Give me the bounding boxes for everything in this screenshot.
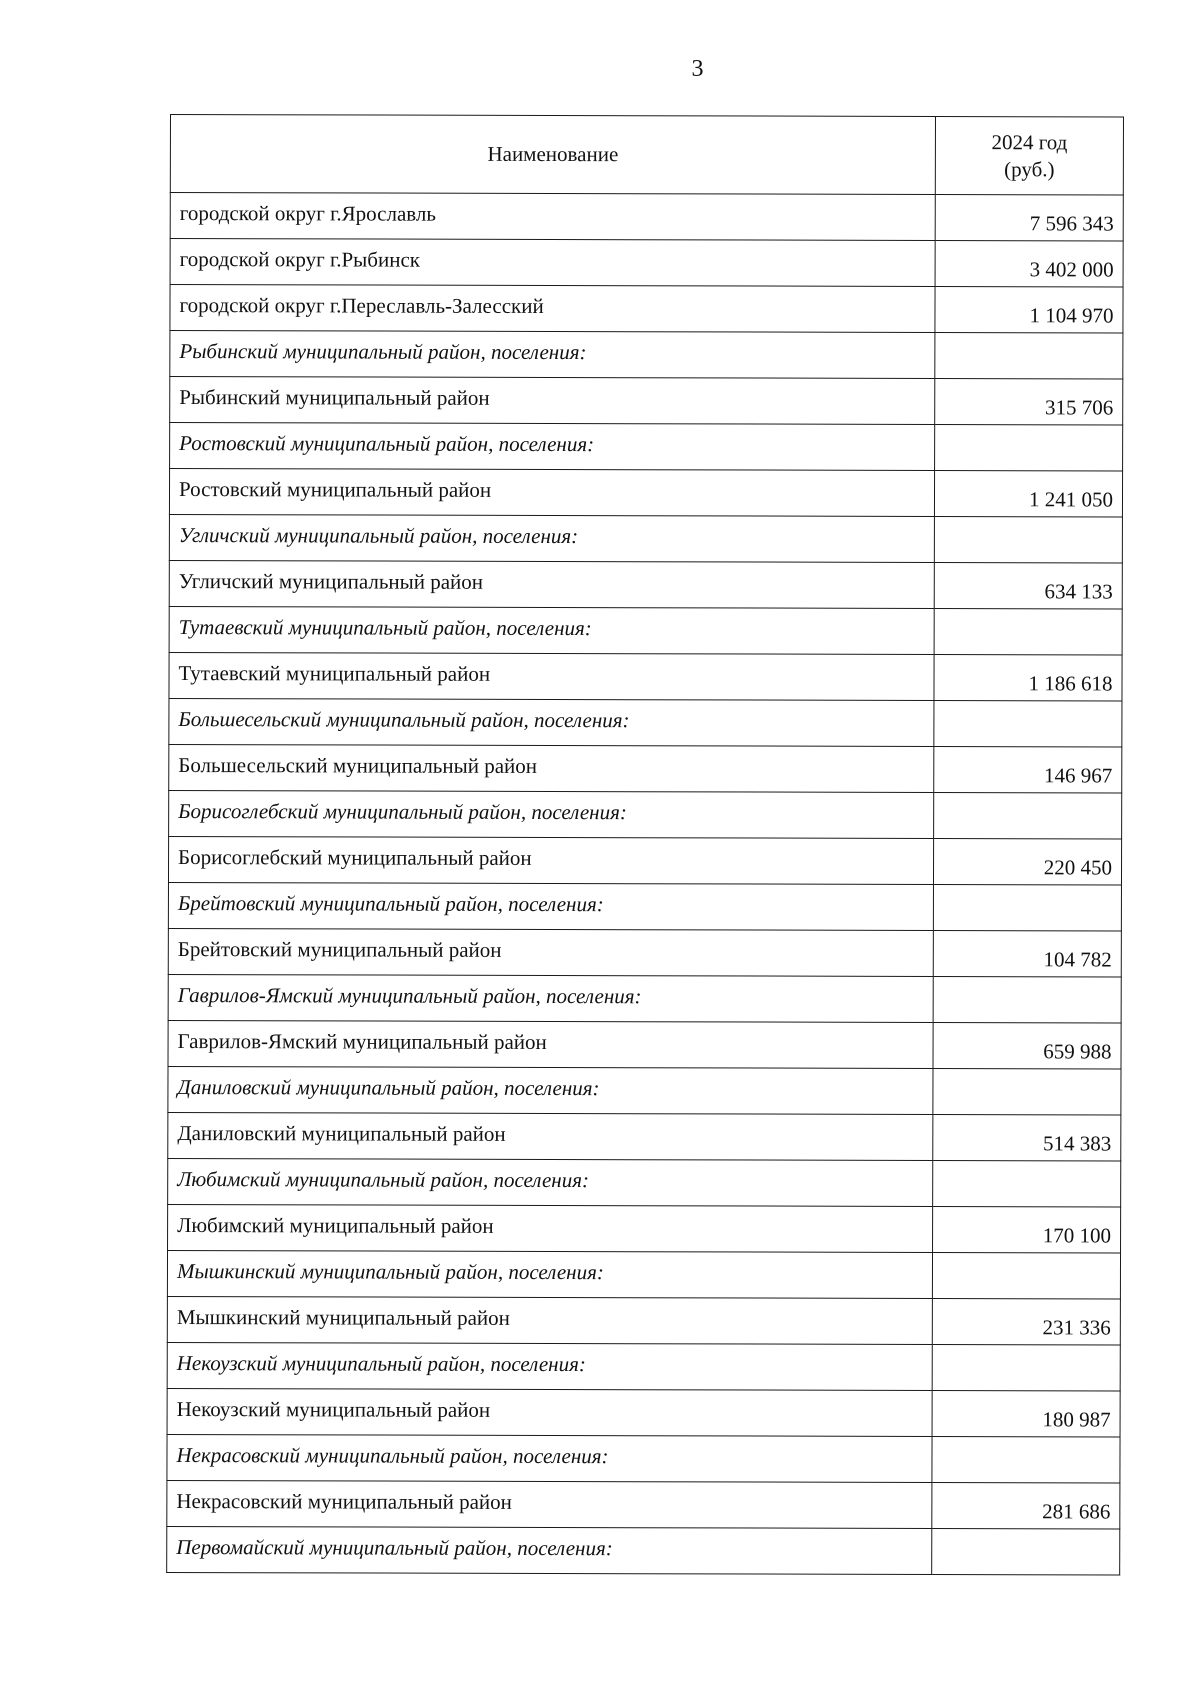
- row-name: Некоузский муниципальный район: [167, 1388, 932, 1436]
- row-name: Гаврилов-Ямский муниципальный район, поселения:: [168, 974, 933, 1022]
- row-name: Рыбинский муниципальный район: [170, 377, 935, 425]
- table-row: [169, 560, 1122, 608]
- table-row: [167, 1388, 1120, 1436]
- row-name: Даниловский муниципальный район, поселения:: [168, 1066, 933, 1114]
- row-amount: [934, 701, 1122, 747]
- row-name: городской округ г.Рыбинск: [170, 239, 935, 287]
- table-row: [167, 1480, 1120, 1528]
- row-name: Мышкинский муниципальный район: [167, 1296, 932, 1344]
- row-amount: [932, 1528, 1120, 1574]
- row-name: Первомайский муниципальный район, поселения:: [167, 1526, 932, 1574]
- row-name: Угличский муниципальный район: [169, 560, 934, 608]
- row-amount: [934, 517, 1122, 563]
- row-amount: [932, 1436, 1120, 1482]
- row-name: Борисоглебский муниципальный район, поселения:: [169, 790, 934, 838]
- table-row: [170, 377, 1123, 425]
- row-amount: [933, 1069, 1121, 1115]
- row-amount: 146 967: [934, 747, 1122, 793]
- row-name: Брейтовский муниципальный район: [168, 928, 933, 976]
- row-amount: [935, 425, 1123, 471]
- budget-table: [166, 114, 1124, 1575]
- table-row: [168, 836, 1121, 884]
- row-amount: 231 336: [932, 1299, 1120, 1345]
- row-amount: [935, 333, 1123, 379]
- row-name: Мышкинский муниципальный район, поселения:: [167, 1250, 932, 1298]
- row-name: Рыбинский муниципальный район, поселения:: [170, 331, 935, 379]
- table-row: [168, 1204, 1121, 1252]
- page-number: 3: [691, 56, 704, 82]
- row-name: Угличский муниципальный район, поселения:: [169, 514, 934, 562]
- table-row: [170, 193, 1123, 241]
- row-amount: [933, 977, 1121, 1023]
- row-name: Тутаевский муниципальный район, поселения:: [169, 606, 934, 654]
- row-amount: 659 988: [933, 1023, 1121, 1069]
- table-row-group: [168, 1066, 1121, 1114]
- table-row-group: [168, 974, 1121, 1022]
- row-amount: [932, 1344, 1120, 1390]
- row-name: Гаврилов-Ямский муниципальный район: [168, 1020, 933, 1068]
- row-amount: 1 186 618: [934, 655, 1122, 701]
- table-row-group: [169, 790, 1122, 838]
- row-amount: 180 987: [932, 1390, 1120, 1436]
- header-name: Наименование: [170, 115, 935, 195]
- table-row: [168, 1112, 1121, 1160]
- table-row: [170, 239, 1123, 287]
- row-amount: 514 383: [933, 1115, 1121, 1161]
- row-amount: 1 104 970: [935, 287, 1123, 333]
- table-row: [169, 652, 1122, 700]
- row-name: городской округ г.Переславль-Залесский: [170, 285, 935, 333]
- row-name: Тутаевский муниципальный район: [169, 652, 934, 700]
- table-row: [168, 1020, 1121, 1068]
- row-name: Ростовский муниципальный район, поселения:: [170, 423, 935, 471]
- row-name: Некрасовский муниципальный район, поселения:: [167, 1434, 932, 1482]
- table-row: [169, 744, 1122, 792]
- row-amount: 7 596 343: [935, 195, 1123, 241]
- table-row-group: [170, 423, 1123, 471]
- row-amount: [932, 1253, 1120, 1299]
- table-row-group: [167, 1342, 1120, 1390]
- row-name: Брейтовский муниципальный район, поселения:: [168, 882, 933, 930]
- row-amount: 220 450: [933, 839, 1121, 885]
- row-name: Любимский муниципальный район: [168, 1204, 933, 1252]
- table-row-group: [169, 514, 1122, 562]
- row-name: Борисоглебский муниципальный район: [168, 836, 933, 884]
- table-row: [167, 1296, 1120, 1344]
- table-row-group: [168, 882, 1121, 930]
- table-row-group: [169, 698, 1122, 746]
- row-amount: 315 706: [935, 379, 1123, 425]
- row-amount: 3 402 000: [935, 241, 1123, 287]
- table-row-group: [167, 1526, 1120, 1574]
- table-row-group: [168, 1158, 1121, 1206]
- row-name: Некоузский муниципальный район, поселения:: [167, 1342, 932, 1390]
- header-unit: (руб.): [1004, 156, 1055, 181]
- header-row: [170, 115, 1123, 195]
- table-row-group: [169, 606, 1122, 654]
- row-amount: [933, 1161, 1121, 1207]
- table-row-group: [170, 331, 1123, 379]
- row-name: Некрасовский муниципальный район: [167, 1480, 932, 1528]
- table-row-group: [167, 1434, 1120, 1482]
- row-amount: 104 782: [933, 931, 1121, 977]
- row-name: Большесельский муниципальный район: [169, 744, 934, 792]
- table-body: [167, 193, 1124, 1575]
- table-header: [170, 115, 1123, 195]
- row-name: Большесельский муниципальный район, поселения:: [169, 698, 934, 746]
- row-amount: 1 241 050: [934, 471, 1122, 517]
- header-amount: [935, 117, 1123, 195]
- row-amount: 281 686: [932, 1482, 1120, 1528]
- table-row-group: [167, 1250, 1120, 1298]
- table-row: [170, 285, 1123, 333]
- table-row: [169, 469, 1122, 517]
- row-name: Любимский муниципальный район, поселения:: [168, 1158, 933, 1206]
- header-year: 2024 год: [991, 129, 1068, 154]
- row-amount: [934, 609, 1122, 655]
- row-name: городской округ г.Ярославль: [170, 193, 935, 241]
- row-name: Ростовский муниципальный район: [169, 469, 934, 517]
- row-amount: [934, 793, 1122, 839]
- row-amount: [933, 885, 1121, 931]
- row-amount: 170 100: [933, 1207, 1121, 1253]
- row-name: Даниловский муниципальный район: [168, 1112, 933, 1160]
- row-amount: 634 133: [934, 563, 1122, 609]
- table-row: [168, 928, 1121, 976]
